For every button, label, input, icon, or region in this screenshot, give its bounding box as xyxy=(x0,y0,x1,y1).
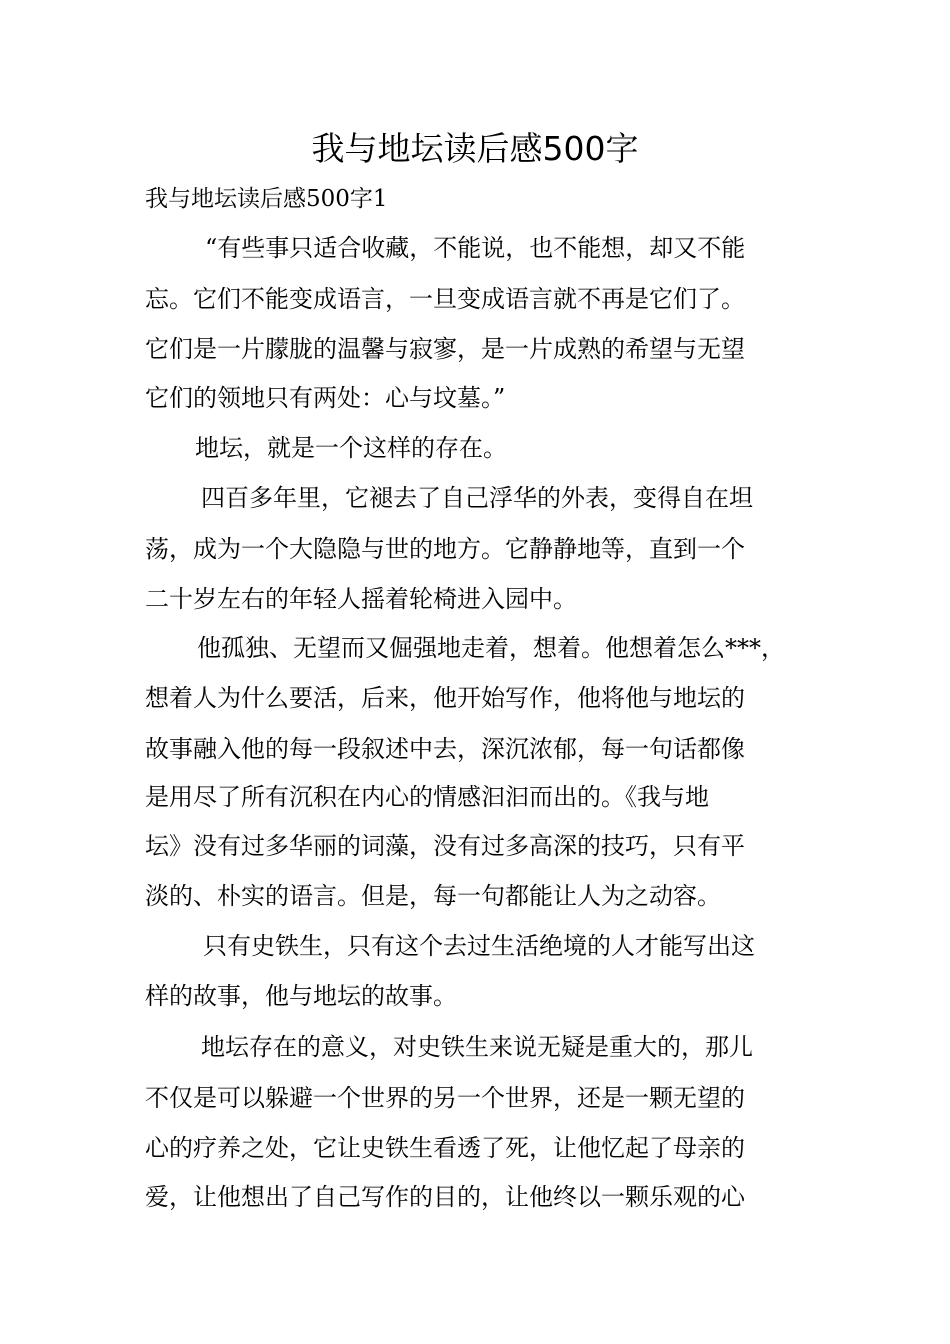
text-line: 淡的、朴实的语言。但是，每一句都能让人为之动容。 xyxy=(145,882,721,910)
text-line: 二十岁左右的年轻人摇着轮椅进入园中。 xyxy=(145,585,577,613)
text-line: 不仅是可以躲避一个世界的另一个世界，还是一颗无望的 xyxy=(145,1084,745,1112)
text-line: 地坛存在的意义，对史铁生来说无疑是重大的，那儿 xyxy=(201,1033,753,1061)
text-line: 只有史铁生，只有这个去过生活绝境的人才能写出这 xyxy=(203,932,755,960)
text-line: 是用尽了所有沉积在内心的情感汩汩而出的。《我与地 xyxy=(145,783,709,811)
text-line: 他孤独、无望而又倔强地走着，想着。他想着怎么***， xyxy=(197,634,785,662)
text-line: 样的故事，他与地坛的故事。 xyxy=(145,982,457,1010)
text-line: 心的疗养之处，它让史铁生看透了死，让他忆起了母亲的 xyxy=(145,1134,745,1162)
text-line: 忘。它们不能变成语言，一旦变成语言就不再是它们了。 xyxy=(145,285,745,313)
text-line: 爱，让他想出了自己写作的目的，让他终以一颗乐观的心 xyxy=(145,1183,745,1211)
text-line: 故事融入他的每一段叙述中去，深沉浓郁，每一句话都像 xyxy=(145,735,745,763)
document-title: 我与地坛读后感500字 xyxy=(311,129,639,168)
text-line: 坛》没有过多华丽的词藻，没有过多高深的技巧，只有平 xyxy=(145,832,745,860)
text-line: 四百多年里，它褪去了自己浮华的外表，变得自在坦 xyxy=(201,484,753,512)
text-line: 想着人为什么要活，后来，他开始写作，他将他与地坛的 xyxy=(145,684,745,712)
text-line: 荡，成为一个大隐隐与世的地方。它静静地等，直到一个 xyxy=(145,535,745,563)
text-line: 地坛，就是一个这样的存在。 xyxy=(195,434,507,462)
text-line: 它们是一片朦胧的温馨与寂寥，是一片成熟的希望与无望 xyxy=(145,335,745,363)
section-heading: 我与地坛读后感500字1 xyxy=(145,186,388,212)
text-line: “有些事只适合收藏，不能说，也不能想，却又不能 xyxy=(205,234,746,262)
text-line: 它们的领地只有两处：心与坟墓。” xyxy=(145,384,506,412)
